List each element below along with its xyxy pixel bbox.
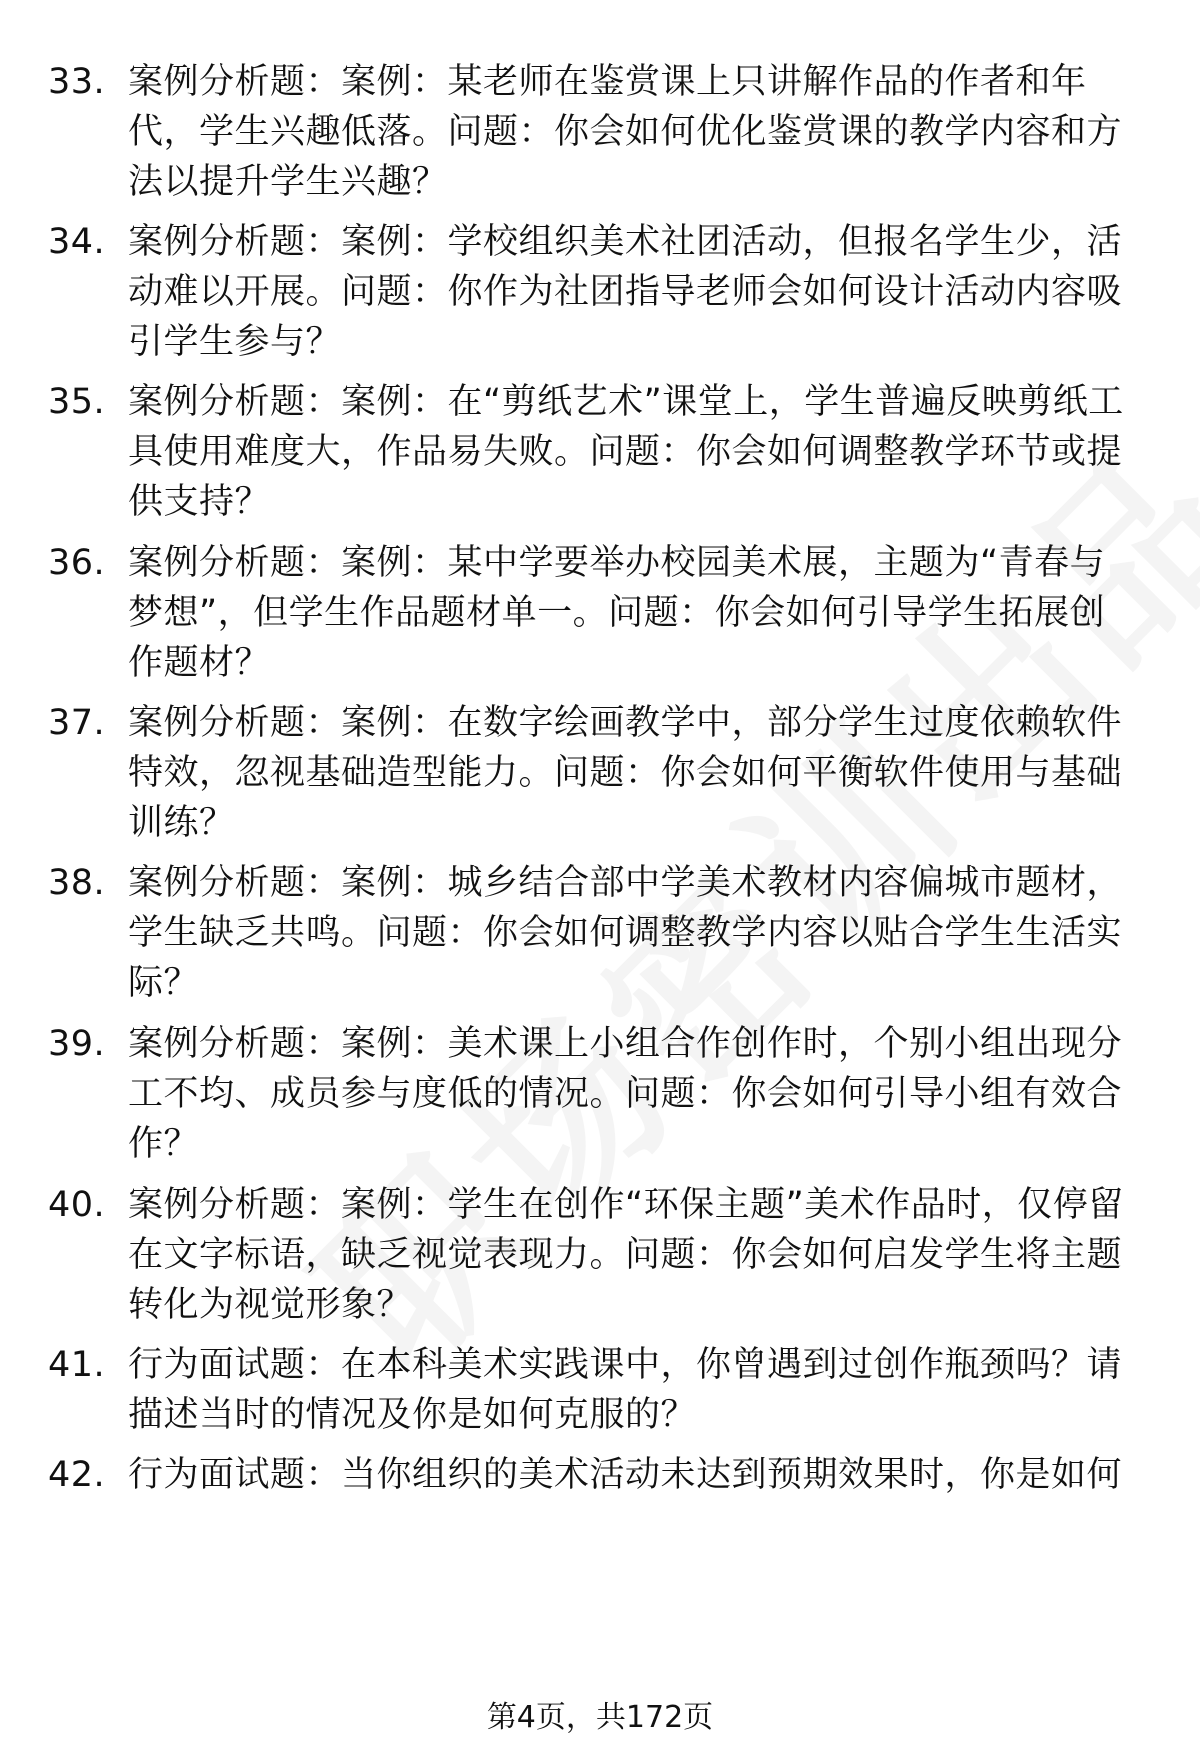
question-item-41	[48, 1340, 1138, 1440]
question-text: 案例分析题：案例：某中学要举办校园美术展，主题为“青春与梦想”，但学生作品题材单一。问题：你会如何引导学生拓展创作题材？	[128, 543, 1106, 683]
question-item-37	[48, 698, 1138, 848]
question-text: 案例分析题：案例：学校组织美术社团活动，但报名学生少，活动难以开展。问题：你作为社团指导老师会如何设计活动内容吸引学生参与？	[128, 222, 1123, 362]
question-number: 39.	[48, 1024, 106, 1064]
question-text: 行为面试题：在本科美术实践课中，你曾遇到过创作瓶颈吗？请描述当时的情况及你是如何克服的？	[128, 1345, 1123, 1435]
question-number: 42.	[48, 1455, 106, 1495]
question-item-33	[48, 57, 1138, 207]
question-text: 案例分析题：案例：某老师在鉴赏课上只讲解作品的作者和年代，学生兴趣低落。问题：你会如何优化鉴赏课的教学内容和方法以提升学生兴趣？	[128, 62, 1123, 202]
question-item-34	[48, 217, 1138, 367]
question-number: 33.	[48, 62, 106, 102]
question-number: 37.	[48, 703, 106, 743]
question-item-36	[48, 538, 1138, 688]
question-number: 40.	[48, 1185, 106, 1225]
question-item-40	[48, 1180, 1138, 1330]
question-text: 行为面试题：当你组织的美术活动未达到预期效果时，你是如何	[128, 1455, 1123, 1495]
question-item-39	[48, 1019, 1138, 1169]
question-text: 案例分析题：案例：城乡结合部中学美术教材内容偏城市题材，学生缺乏共鸣。问题：你会如何调整教学内容以贴合学生生活实际？	[128, 863, 1123, 1003]
question-text: 案例分析题：案例：美术课上小组合作创作时，个别小组出现分工不均、成员参与度低的情况。问题：你会如何引导小组有效合作？	[128, 1024, 1123, 1164]
question-item-38	[48, 858, 1138, 1008]
question-number: 36.	[48, 543, 106, 583]
question-text: 案例分析题：案例：在数字绘画教学中，部分学生过度依赖软件特效，忽视基础造型能力。问题：你会如何平衡软件使用与基础训练？	[128, 703, 1123, 843]
question-text: 案例分析题：案例：在“剪纸艺术”课堂上，学生普遍反映剪纸工具使用难度大，作品易失败。问题：你会如何调整教学环节或提供支持？	[128, 382, 1124, 522]
question-item-42	[48, 1450, 1138, 1500]
question-number: 38.	[48, 863, 106, 903]
question-number: 34.	[48, 222, 106, 262]
question-text: 案例分析题：案例：学生在创作“环保主题”美术作品时，仅停留在文字标语，缺乏视觉表现力。问题：你会如何启发学生将主题转化为视觉形象？	[128, 1185, 1124, 1325]
question-number: 41.	[48, 1345, 106, 1385]
question-number: 35.	[48, 382, 106, 422]
question-item-35	[48, 377, 1138, 527]
page-footer: 第4页，共172页	[486, 1700, 714, 1735]
